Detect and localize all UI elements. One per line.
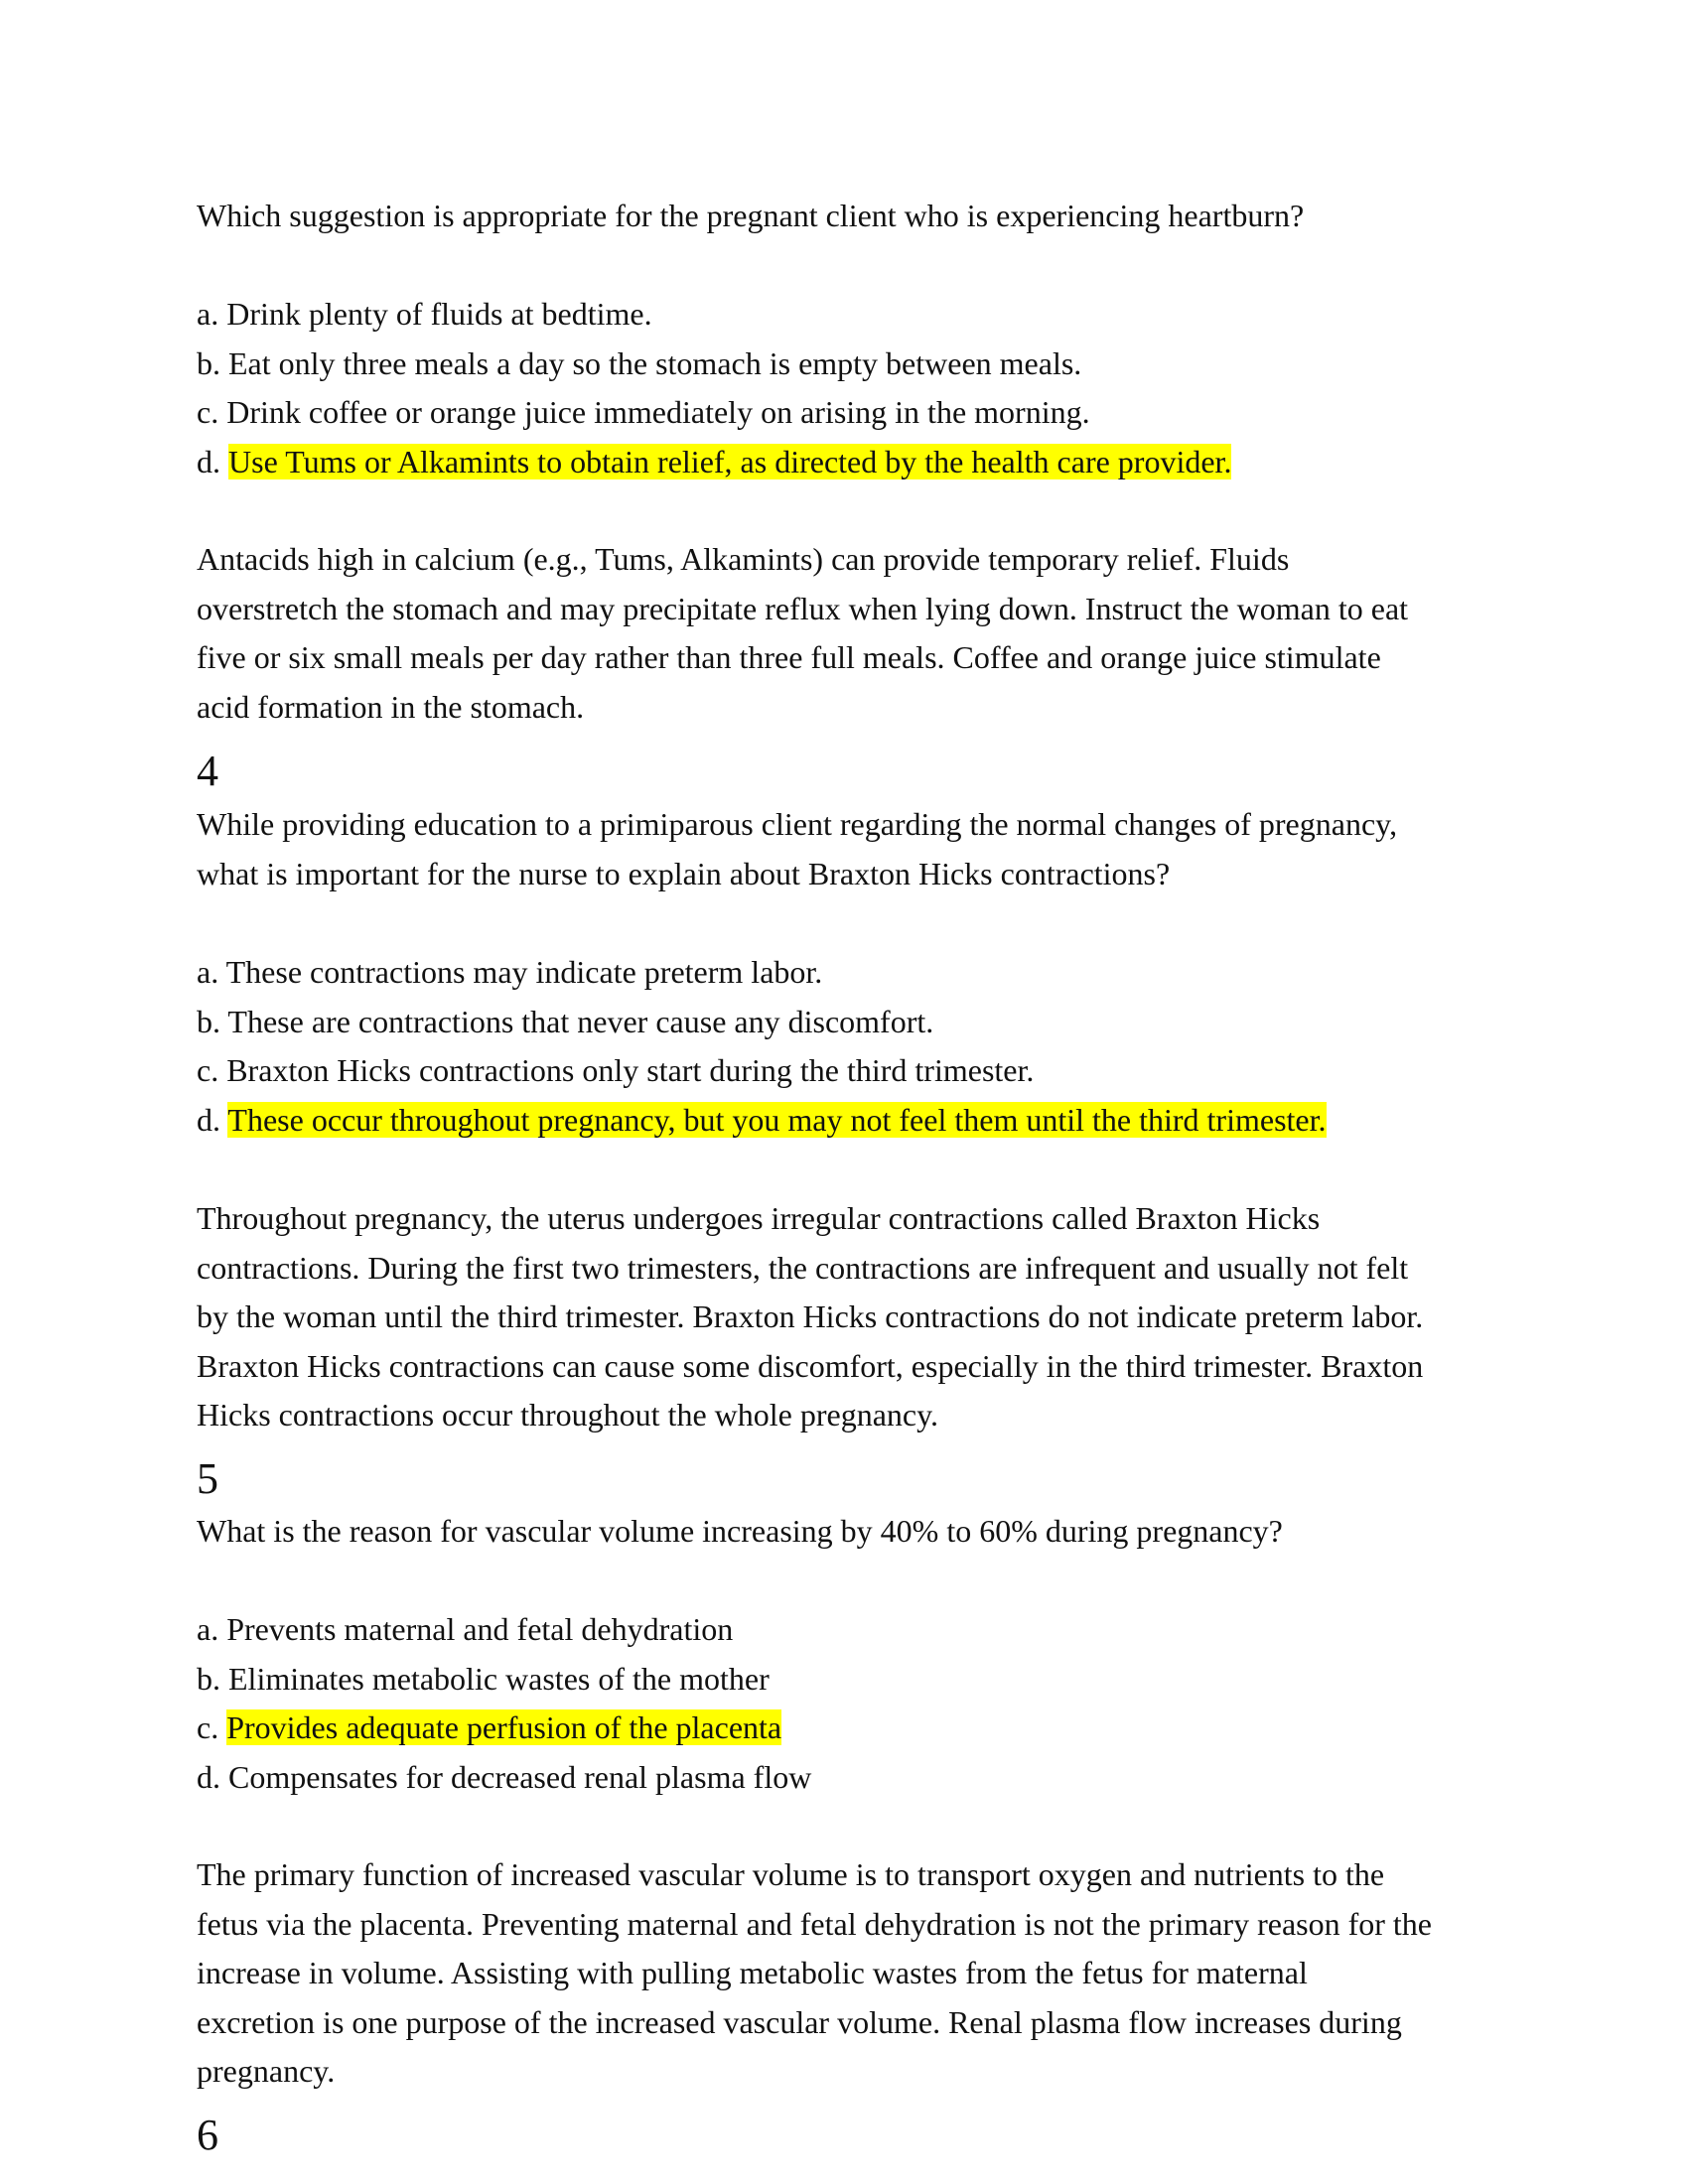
option-text: Prevents maternal and fetal dehydration: [226, 1611, 734, 1647]
rationale-line: Throughout pregnancy, the uterus undergoes irregular contractions called Braxton Hicks: [197, 1200, 1321, 1236]
option-letter: d.: [197, 1758, 220, 1795]
q5-option-a: [197, 1605, 1507, 1655]
q5-option-c: [197, 1704, 1507, 1753]
q3-option-c: [197, 388, 1507, 438]
option-letter: c.: [197, 1709, 219, 1745]
option-text: Eliminates metabolic wastes of the mother: [228, 1660, 770, 1697]
q3-option-b: [197, 340, 1507, 389]
q4-option-c: [197, 1046, 1507, 1096]
option-text: Braxton Hicks contractions only start during the third trimester.: [226, 1052, 1035, 1088]
rationale-line: excretion is one purpose of the increased vascular volume. Renal plasma flow increases during: [197, 2003, 1402, 2040]
q6-number: 6: [197, 2111, 218, 2159]
option-letter: b.: [197, 344, 220, 381]
q4-rationale: [197, 1194, 1507, 1440]
option-letter: c.: [197, 394, 219, 430]
option-letter: a.: [197, 296, 219, 332]
rationale-line: pregnancy.: [197, 2053, 336, 2089]
option-letter: c.: [197, 1052, 219, 1088]
q3-question: [197, 192, 1507, 241]
q4-options: [197, 948, 1507, 1145]
rationale-line: Antacids high in calcium (e.g., Tums, Alkamints) can provide temporary relief. Fluids: [197, 541, 1290, 577]
rationale-line: by the woman until the third trimester. Braxton Hicks contractions do not indicate preterm labor.: [197, 1298, 1424, 1334]
option-letter: d.: [197, 1101, 220, 1138]
q3-option-a: [197, 290, 1507, 340]
q5-option-b: [197, 1655, 1507, 1705]
option-text: Compensates for decreased renal plasma flow: [228, 1758, 812, 1795]
correct-answer-highlight: Use Tums or Alkamints to obtain relief, as directed by the health care provider.: [228, 443, 1232, 479]
rationale-line: Hicks contractions occur throughout the whole pregnancy.: [197, 1397, 939, 1433]
q4-question: [197, 800, 1507, 898]
option-letter: a.: [197, 1611, 219, 1647]
q4-option-d: [197, 1096, 1507, 1146]
q3-option-d: [197, 438, 1507, 487]
option-letter: b.: [197, 1660, 220, 1697]
q4-question-line: While providing education to a primiparous client regarding the normal changes of pregnancy,: [197, 806, 1398, 842]
rationale-line: five or six small meals per day rather than three full meals. Coffee and orange juice stimulate: [197, 639, 1381, 675]
rationale-line: Braxton Hicks contractions can cause some discomfort, especially in the third trimester. Braxton: [197, 1347, 1424, 1384]
q5-rationale: [197, 1850, 1507, 2097]
rationale-line: contractions. During the first two trimesters, the contractions are infrequent and usually not felt: [197, 1249, 1409, 1286]
rationale-line: increase in volume. Assisting with pulling metabolic wastes from the fetus for maternal: [197, 1955, 1308, 1990]
q5-number: 5: [197, 1454, 218, 1503]
option-text: Drink plenty of fluids at bedtime.: [226, 296, 652, 332]
q4-question-line: what is important for the nurse to explain about Braxton Hicks contractions?: [197, 855, 1171, 891]
option-letter: b.: [197, 1003, 220, 1039]
correct-answer-highlight: These occur throughout pregnancy, but you may not feel them until the third trimester.: [227, 1101, 1327, 1138]
correct-answer-highlight: Provides adequate perfusion of the placenta: [226, 1709, 782, 1745]
q3-options: [197, 290, 1507, 486]
option-letter: a.: [197, 954, 219, 990]
q5-options: [197, 1605, 1507, 1802]
option-text: These contractions may indicate preterm labor.: [225, 954, 823, 990]
option-letter: d.: [197, 443, 220, 479]
q4-number: 4: [197, 747, 218, 795]
rationale-line: fetus via the placenta. Preventing maternal and fetal dehydration is not the primary reason for the: [197, 1905, 1432, 1942]
q4-option-a: [197, 948, 1507, 998]
q3-question-text: Which suggestion is appropriate for the pregnant client who is experiencing heartburn?: [197, 198, 1305, 233]
rationale-line: The primary function of increased vascular volume is to transport oxygen and nutrients to the: [197, 1856, 1385, 1892]
option-text: Drink coffee or orange juice immediately on arising in the morning.: [226, 394, 1090, 430]
rationale-line: acid formation in the stomach.: [197, 688, 585, 725]
option-text: Eat only three meals a day so the stomach is empty between meals.: [228, 344, 1082, 381]
q3-rationale: [197, 535, 1507, 732]
rationale-line: overstretch the stomach and may precipitate reflux when lying down. Instruct the woman to eat: [197, 590, 1409, 626]
q5-option-d: [197, 1753, 1507, 1803]
option-text: These are contractions that never cause any discomfort.: [227, 1003, 934, 1039]
q5-question: [197, 1507, 1507, 1557]
q4-option-b: [197, 998, 1507, 1047]
q5-question-text: What is the reason for vascular volume increasing by 40% to 60% during pregnancy?: [197, 1513, 1283, 1549]
